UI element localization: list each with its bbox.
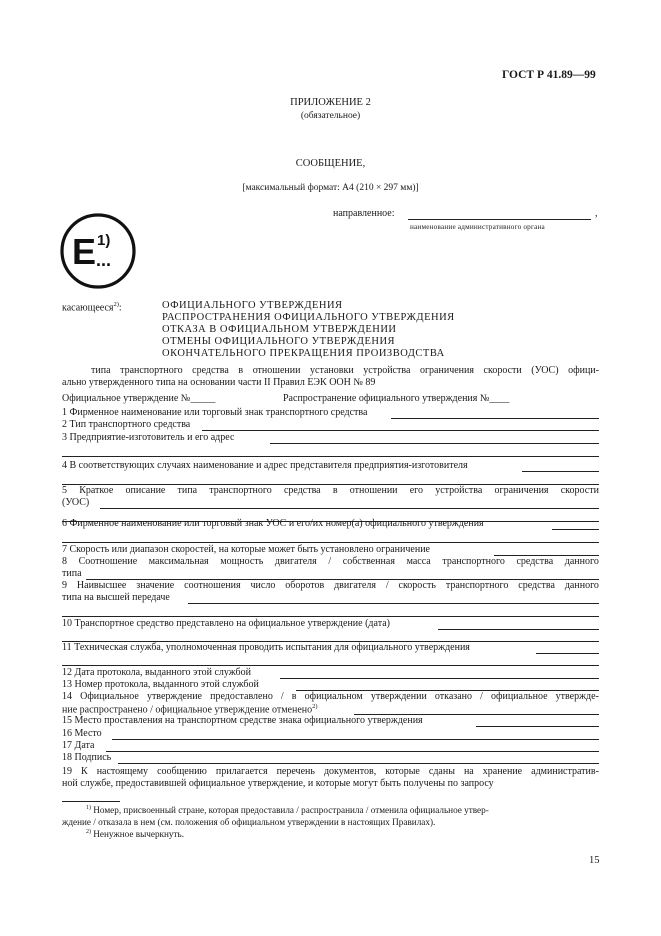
document-id: ГОСТ Р 41.89—99 xyxy=(502,69,596,81)
option-approval[interactable]: ОФИЦИАЛЬНОГО УТВЕРЖДЕНИЯ xyxy=(162,300,343,311)
item-11-field[interactable] xyxy=(536,653,599,654)
item-12-label: 12 Дата протокола, выданного этой службой xyxy=(62,667,251,678)
item-13-label: 13 Номер протокола, выданного этой службой xyxy=(62,679,259,690)
item-16-label: 16 Место xyxy=(62,728,102,739)
item-16-field[interactable] xyxy=(112,739,599,740)
intro-line-2: ально утвержденного типа на основании части II Правил ЕЭК ООН № 89 xyxy=(62,377,376,388)
annex-subtitle: (обязательное) xyxy=(300,111,361,121)
option-refusal[interactable]: ОТКАЗА В ОФИЦИАЛЬНОМ УТВЕРЖДЕНИИ xyxy=(162,324,397,335)
item-9-field-line-2[interactable] xyxy=(62,616,599,617)
item-18-field[interactable] xyxy=(118,763,599,764)
item-8-label-2: типа xyxy=(62,568,82,579)
item-1-field[interactable] xyxy=(391,418,599,419)
item-5-field[interactable] xyxy=(100,508,599,509)
item-11-field-line-2[interactable] xyxy=(62,665,599,666)
option-discontinued[interactable]: ОКОНЧАТЕЛЬНОГО ПРЕКРАЩЕНИЯ ПРОИЗВОДСТВА xyxy=(162,348,445,359)
item-4-label: 4 В соответствующих случаях наименование и адрес представителя предприятия-изготовителя xyxy=(62,460,468,471)
intro-line-1: типа транспортного средства в отношении установки устройства ограничения скорости (УОС) офици- xyxy=(91,365,599,376)
item-1-label: 1 Фирменное наименование или торговый знак транспортного средства xyxy=(62,407,368,418)
item-9-label-2: типа на высшей передаче xyxy=(62,592,170,603)
communication-title: СООБЩЕНИЕ, xyxy=(295,158,366,169)
item-18-label: 18 Подпись xyxy=(62,752,112,763)
option-extension[interactable]: РАСПРОСТРАНЕНИЯ ОФИЦИАЛЬНОГО УТВЕРЖДЕНИЯ xyxy=(162,312,455,323)
item-19-label: 19 К настоящему сообщению прилагается перечень документов, которые сданы на хранение административ- xyxy=(62,766,599,777)
footnote-1-cont: ждение / отказала в нем (см. положения об официальном утверждении в настоящих Правилах). xyxy=(62,817,436,827)
footnote-2: $^{2)}$ Ненужное вычеркнуть. xyxy=(86,829,185,840)
mark-superscript: 1) xyxy=(97,232,111,249)
footnote-1: $^{1)}$ Номер, присвоенный стране, которая предоставила / распространила / отменила официальное утвер- xyxy=(86,805,489,816)
sent-label: направленное: xyxy=(333,208,395,219)
item-3-field-line-2[interactable] xyxy=(62,456,599,457)
mark-dots: ... xyxy=(96,250,112,270)
item-2-field[interactable] xyxy=(202,430,599,431)
item-19-label-2: ной службе, предоставившей официальное утверждение, и которые могут быть получены по запросу xyxy=(62,778,494,789)
item-3-label: 3 Предприятие-изготовитель и его адрес xyxy=(62,432,235,443)
item-12-field[interactable] xyxy=(280,678,599,679)
concerning-label: касающееся$^{2)}$: xyxy=(62,301,122,314)
item-5-label-2: (УОС) xyxy=(62,497,90,508)
item-17-field[interactable] xyxy=(106,751,599,752)
item-3-field[interactable] xyxy=(270,443,599,444)
admin-body-caption: наименование административного органа xyxy=(410,223,545,231)
page-number: 15 xyxy=(589,855,600,866)
item-5-label: 5 Краткое описание типа транспортного средства в отношении его устройства ограничения скорости xyxy=(62,485,599,496)
item-6-field[interactable] xyxy=(552,529,599,530)
extension-number-field[interactable]: Распространение официального утверждения №____ xyxy=(283,393,510,404)
footnote-divider xyxy=(62,801,120,802)
item-6-field-line-2[interactable] xyxy=(62,542,599,543)
item-14-label: 14 Официальное утверждение предоставлено / в официальном утверждении отказано / официальное утвержде- xyxy=(62,691,599,702)
item-9-field[interactable] xyxy=(188,603,599,604)
item-10-label: 10 Транспортное средство представлено на официальное утверждение (дата) xyxy=(62,618,390,629)
option-withdrawal[interactable]: ОТМЕНЫ ОФИЦИАЛЬНОГО УТВЕРЖДЕНИЯ xyxy=(162,336,396,347)
item-15-label: 15 Место проставления на транспортном средстве знака официального утверждения xyxy=(62,715,423,726)
item-10-field[interactable] xyxy=(438,629,599,630)
item-9-label: 9 Наивысшее значение соотношения число оборотов двигателя / скорость транспортного средства данного xyxy=(62,580,599,591)
item-8-label: 8 Соотношение максимальная мощность двигателя / собственная масса транспортного средства данного xyxy=(62,556,599,567)
annex-title: ПРИЛОЖЕНИЕ 2 xyxy=(290,97,371,108)
mark-letter: E xyxy=(72,231,97,272)
approval-mark-icon xyxy=(59,212,137,290)
item-2-label: 2 Тип транспортного средства xyxy=(62,419,191,430)
item-15-field[interactable] xyxy=(476,726,599,727)
item-4-field[interactable] xyxy=(522,471,599,472)
item-14-label-2: ние распространено / официальное утверждение отменено$^{2)}$ xyxy=(62,703,318,716)
admin-body-field[interactable] xyxy=(408,219,591,220)
item-7-label: 7 Скорость или диапазон скоростей, на которые может быть установлено ограничение xyxy=(62,544,430,555)
sent-comma: , xyxy=(595,208,598,219)
format-note: [максимальный формат: А4 (210 × 297 мм)] xyxy=(242,183,419,193)
item-6-label: 6 Фирменное наименование или торговый знак УОС и его/их номер(а) официального утверждения xyxy=(62,518,484,529)
item-17-label: 17 Дата xyxy=(62,740,95,751)
item-11-label: 11 Техническая служба, уполномоченная проводить испытания для официального утверждения xyxy=(62,642,470,653)
approval-number-field[interactable]: Официальное утверждение №_____ xyxy=(62,393,216,404)
